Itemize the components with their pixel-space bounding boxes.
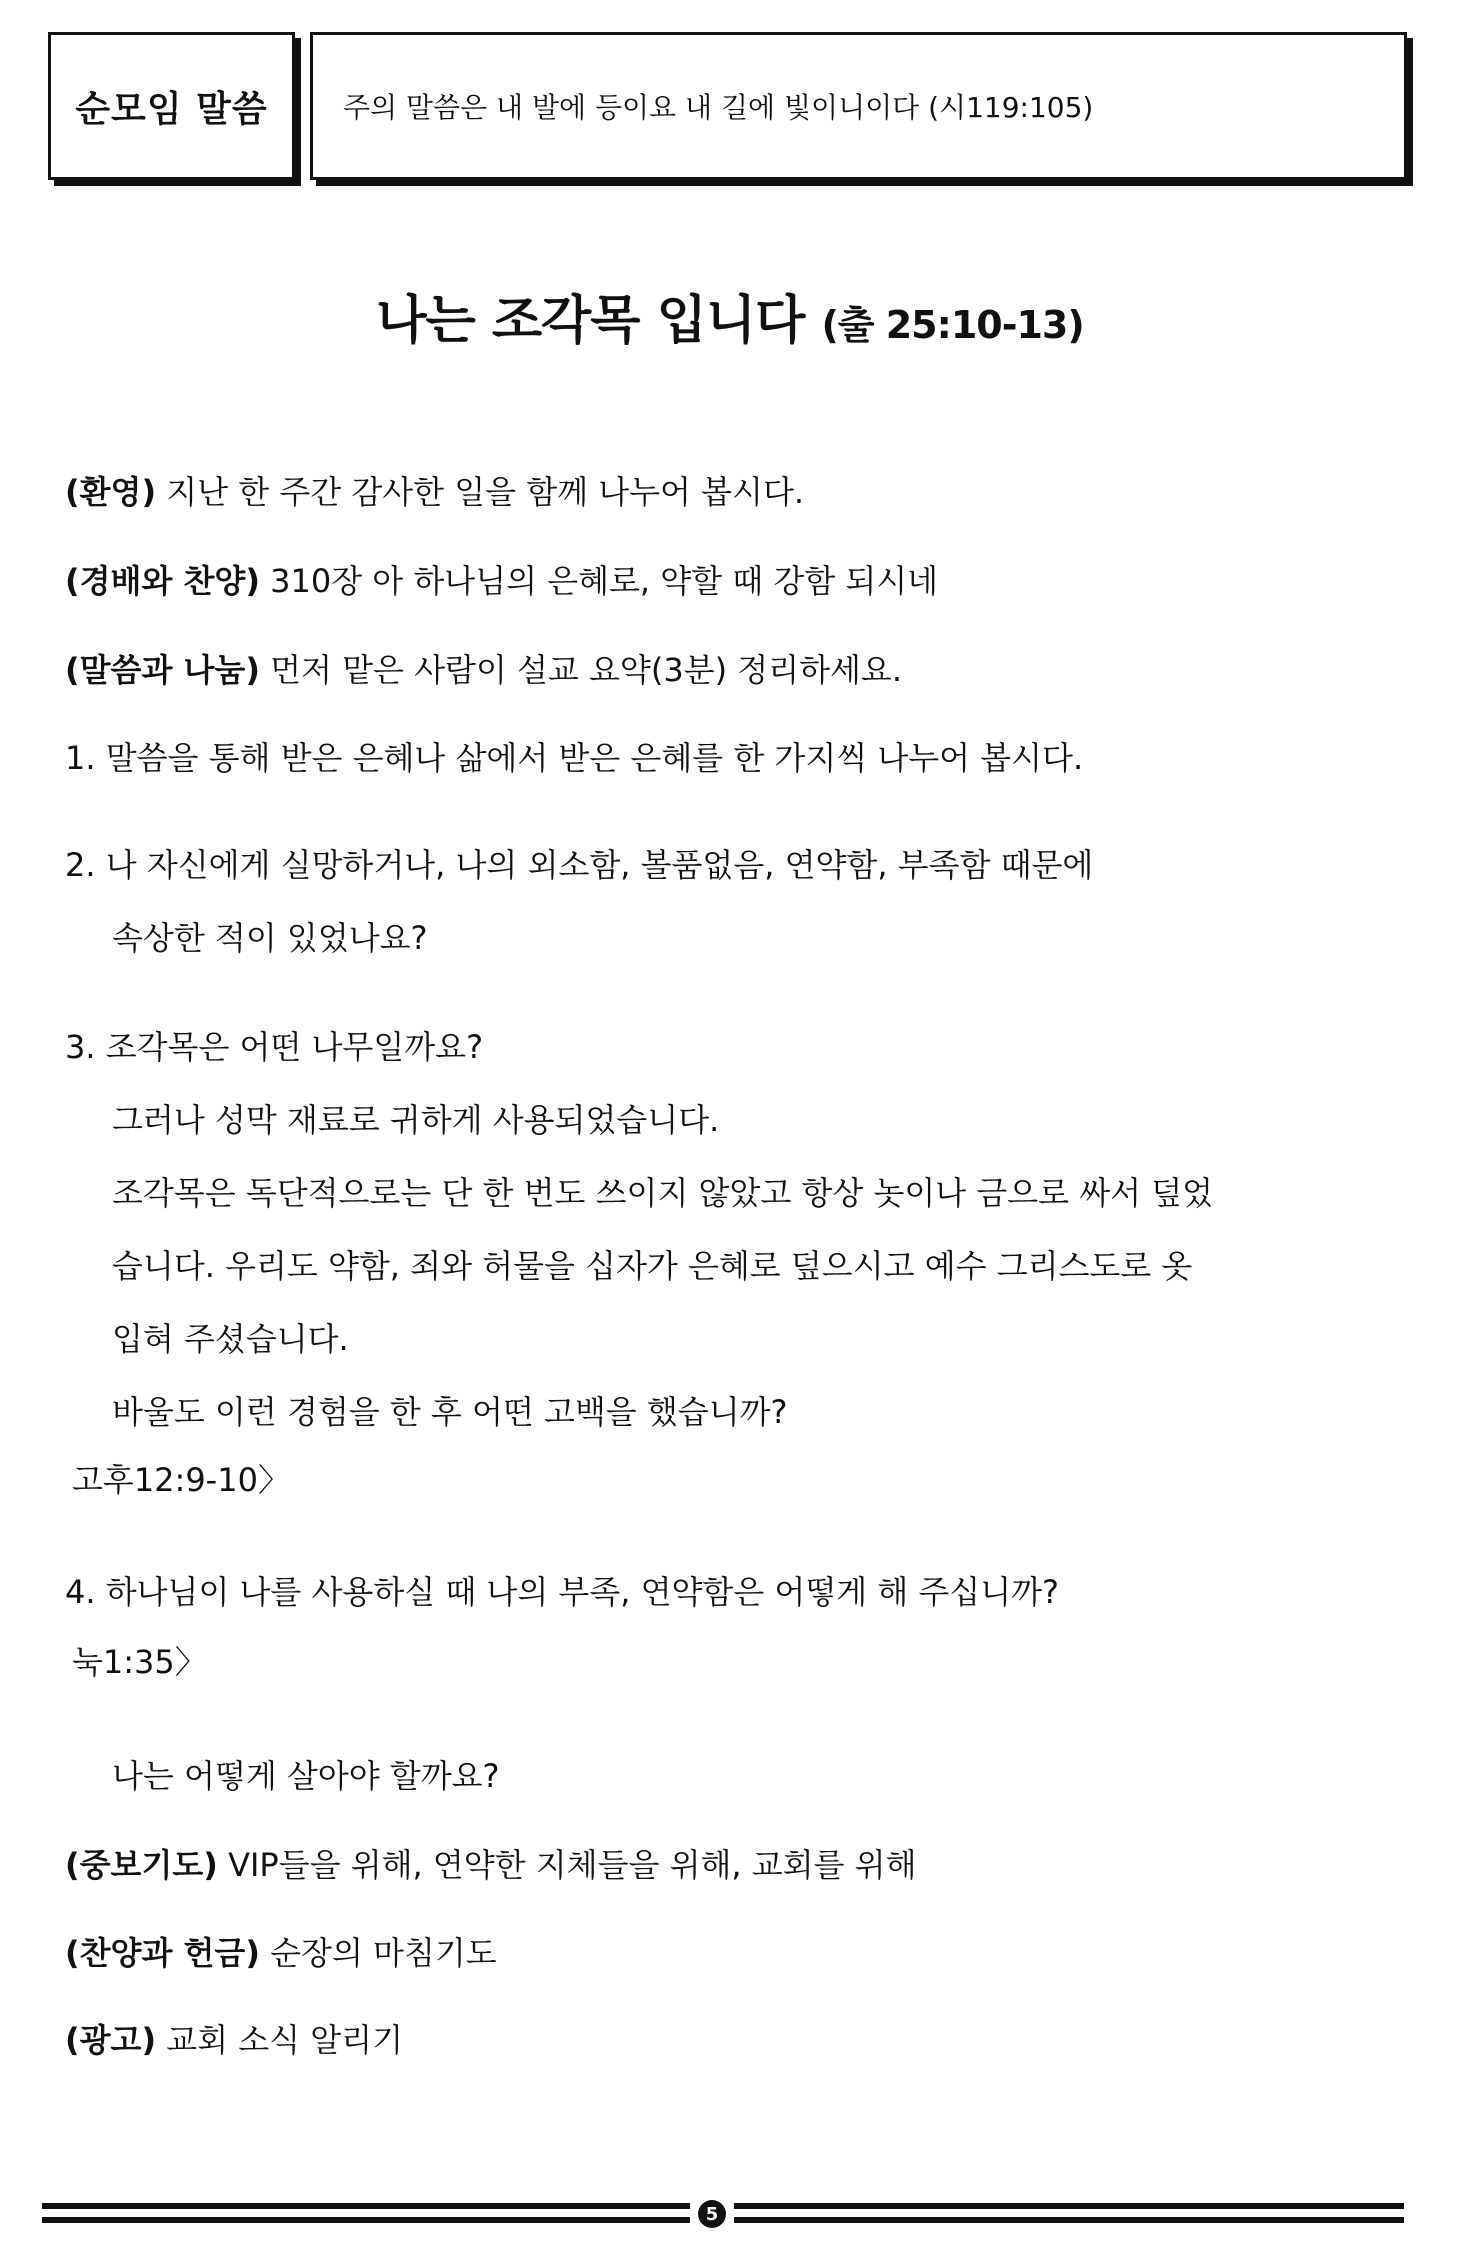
welcome-label: (환영) (65, 473, 157, 511)
word-text: 먼저 맡은 사람이 설교 요약(3분) 정리하세요. (259, 651, 902, 689)
verse-box (310, 32, 1407, 180)
question-3-ref: 고후12:9-10〉 (72, 1461, 290, 1499)
sermon-title (0, 278, 1460, 353)
question-3-line-2: 그러나 성막 재료로 귀하게 사용되었습니다. (112, 1101, 720, 1139)
footer-rule-left-top (42, 2203, 690, 2209)
question-3-line-3: 조각목은 독단적으로는 단 한 번도 쓰이지 않았고 항상 놋이나 금으로 싸서 덮었 (112, 1174, 1214, 1212)
welcome-line (65, 472, 804, 512)
footer-rule-right-bottom (734, 2217, 1404, 2223)
word-line (65, 650, 902, 690)
question-2-line-1: 2. 나 자신에게 실망하거나, 나의 외소함, 볼품없음, 연약함, 부족함 때문에 (65, 846, 1094, 884)
question-4-ref: 눅1:35〉 (72, 1643, 207, 1681)
section-label: 순모임 말씀 (75, 88, 268, 130)
prayer-label: (중보기도) (65, 1846, 218, 1884)
welcome-text: 지난 한 주간 감사한 일을 함께 나누어 봅시다. (156, 473, 805, 511)
notice-line (65, 2020, 403, 2060)
footer-rule-right-top (734, 2203, 1404, 2209)
question-3-line-5: 입혀 주셨습니다. (112, 1320, 349, 1358)
offering-text: 순장의 마침기도 (259, 1934, 497, 1972)
prayer-line (65, 1845, 917, 1885)
word-label: (말씀과 나눔) (65, 651, 260, 689)
offering-label: (찬양과 헌금) (65, 1934, 260, 1972)
worship-text: 310장 아 하나님의 은혜로, 약할 때 강함 되시네 (259, 562, 939, 600)
footer-rule-left-bottom (42, 2217, 690, 2223)
page-footer (42, 2200, 1404, 2228)
offering-line (65, 1933, 497, 1973)
prayer-text: VIP들을 위해, 연약한 지체들을 위해, 교회를 위해 (217, 1846, 917, 1884)
page-number: 5 (698, 2200, 726, 2228)
sermon-title-main: 나는 조각목 입니다 (376, 291, 805, 351)
question-1: 1. 말씀을 통해 받은 은혜나 삶에서 받은 은혜를 한 가지씩 나누어 봅시다. (65, 739, 1084, 777)
sermon-title-ref: (출 25:10-13) (821, 303, 1084, 347)
notice-text: 교회 소식 알리기 (156, 2021, 403, 2059)
question-4-line-1: 4. 하나님이 나를 사용하실 때 나의 부족, 연약함은 어떻게 해 주십니까? (65, 1573, 1060, 1611)
question-5: 나는 어떻게 살아야 할까요? (112, 1757, 500, 1795)
worship-label: (경배와 찬양) (65, 562, 260, 600)
question-2-line-2: 속상한 적이 있었나요? (112, 919, 428, 957)
question-3-line-1: 3. 조각목은 어떤 나무일까요? (65, 1028, 484, 1066)
question-3-line-6: 바울도 이런 경험을 한 후 어떤 고백을 했습니까? (112, 1393, 788, 1431)
worship-line (65, 561, 938, 601)
notice-label: (광고) (65, 2021, 157, 2059)
question-3-line-4: 습니다. 우리도 약함, 죄와 허물을 십자가 은혜로 덮으시고 예수 그리스도로 옷 (112, 1247, 1193, 1285)
theme-verse: 주의 말씀은 내 발에 등이요 내 길에 빛이니이다 (시119:105) (343, 91, 1094, 124)
section-label-box (48, 32, 295, 180)
